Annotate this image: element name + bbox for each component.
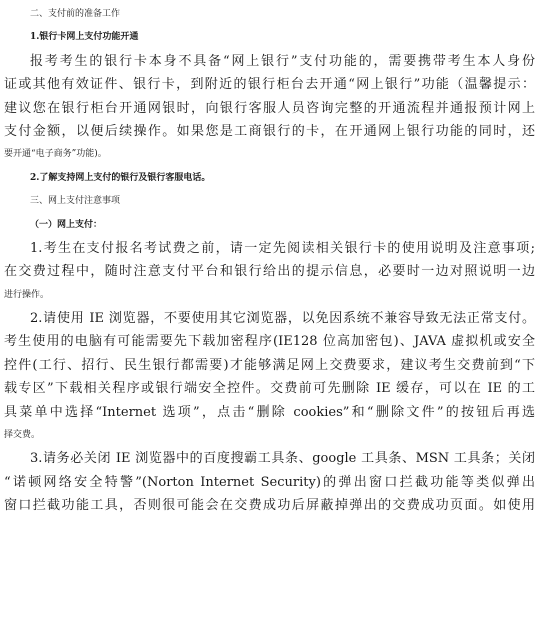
document-line: （一）网上支付：: [30, 219, 103, 230]
document-line: 三、网上支付注意事项: [30, 196, 121, 207]
document-line: 考生使用的电脑有可能需要先下载加密程序(IE128 位高加密包)、JAVA 虚拟机或安全: [4, 334, 535, 350]
document-line: 证或其他有效证件、银行卡，到附近的银行柜台去开通“网上银行”功能（温馨提示：: [4, 77, 535, 93]
document-line: 控件(工行、招行、民生银行都需要)才能够满足网上交费要求，建议考生交费前到“下: [4, 357, 535, 373]
document-line: 在交费过程中，随时注意支付平台和银行给出的提示信息，必要时一边对照说明一边: [4, 264, 535, 280]
document-line: 具菜单中选择“Internet 选项”，点击“删除 cookies”和“删除文件”的按钮后再选: [4, 404, 535, 420]
document-line: “诺顿网络安全特警”(Norton Internet Security)的弹出窗口拦截功能等类似弹出: [4, 474, 535, 490]
document-line: 二、支付前的准备工作: [30, 9, 121, 19]
document-line: 2.请使用 IE 浏览器，不要使用其它浏览器，以免因系统不兼容导致无法正常支付。: [30, 311, 535, 327]
document-line: 3.请务必关闭 IE 浏览器中的百度搜霸工具条、google 工具条、MSN 工具条；关闭: [30, 451, 535, 467]
document-line: 报考考生的银行卡本身不具备“网上银行”支付功能的，需要携带考生本人身份: [30, 53, 535, 69]
document-line: 载专区”下载相关程序或银行端安全控件。交费前可先删除 IE 缓存，可以在 IE 的工: [4, 381, 535, 397]
document-line: 建议您在银行柜台开通网银时，向银行客服人员咨询完整的开通流程并通报预计网上: [4, 100, 535, 116]
document-line: 要开通“电子商务”功能)。: [4, 149, 107, 160]
document-line: 进行操作。: [4, 289, 50, 300]
document-line: 窗口拦截功能工具，否则很可能会在交费成功后屏蔽掉弹出的交费成功页面。如使用: [4, 498, 535, 514]
document-line: 1.银行卡网上支付功能开通: [30, 32, 139, 43]
document-line: 2.了解支持网上支付的银行及银行客服电话。: [30, 172, 211, 183]
document-line: 择交费。: [4, 430, 41, 441]
document-line: 1.考生在支付报名考试费之前，请一定先阅读相关银行卡的使用说明及注意事项;: [30, 240, 535, 256]
document-line: 支付金额，以便后续操作。如果您是工商银行的卡，在开通网上银行功能的同时，还: [4, 123, 535, 139]
